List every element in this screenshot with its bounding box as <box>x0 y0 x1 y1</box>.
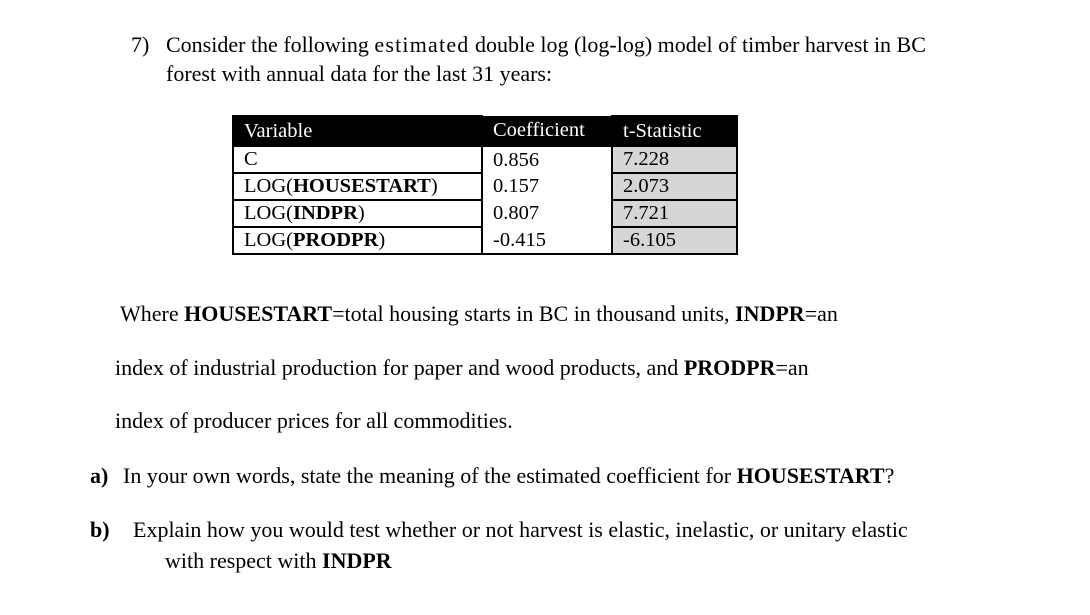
coefficient-cell: 0.856 <box>482 146 612 173</box>
table-row <box>233 200 737 227</box>
part-a-label: a) <box>90 463 109 488</box>
table-row <box>233 227 737 254</box>
coefficient-cell: 0.157 <box>482 173 612 200</box>
coefficient-cell: 0.807 <box>482 200 612 227</box>
table-row <box>233 146 737 173</box>
table-header-row <box>233 116 737 146</box>
question-line-1-a: Consider the following <box>166 32 369 57</box>
question-line-1-estimated: estimated <box>374 32 470 57</box>
t-statistic-cell: 7.721 <box>612 200 737 227</box>
question-line-1 <box>166 32 926 58</box>
definitions-line-3: index of producer prices for all commodities. <box>115 408 513 433</box>
regression-table <box>232 115 738 255</box>
table-row <box>233 173 737 200</box>
header-t-statistic: t-Statistic <box>612 116 737 146</box>
header-variable: Variable <box>233 116 482 146</box>
question-line-2: forest with annual data for the last 31 years: <box>166 61 553 86</box>
part-b-line-1: Explain how you would test whether or not harvest is elastic, inelastic, or unitary elastic <box>133 517 908 542</box>
t-statistic-cell: -6.105 <box>612 227 737 254</box>
t-statistic-cell: 7.228 <box>612 146 737 173</box>
definitions-line-2: index of industrial production for paper and wood products, and PRODPR=an <box>115 355 809 380</box>
t-statistic-cell: 2.073 <box>612 173 737 200</box>
definitions-line-1: Where HOUSESTART=total housing starts in BC in thousand units, INDPR=an <box>120 301 838 326</box>
variable-cell: C <box>233 146 482 173</box>
variable-cell: LOG(PRODPR) <box>233 227 482 254</box>
question-line-1-c: double log (log-log) model of timber harvest in BC <box>474 32 926 57</box>
part-b-line-2: with respect with INDPR <box>165 548 392 573</box>
question-number: 7) <box>131 32 150 57</box>
coefficient-cell: -0.415 <box>482 227 612 254</box>
variable-cell: LOG(INDPR) <box>233 200 482 227</box>
part-a-text: In your own words, state the meaning of the estimated coefficient for HOUSESTART? <box>123 463 895 488</box>
variable-cell: LOG(HOUSESTART) <box>233 173 482 200</box>
header-coefficient: Coefficient <box>482 116 612 146</box>
part-b-label: b) <box>90 517 110 542</box>
